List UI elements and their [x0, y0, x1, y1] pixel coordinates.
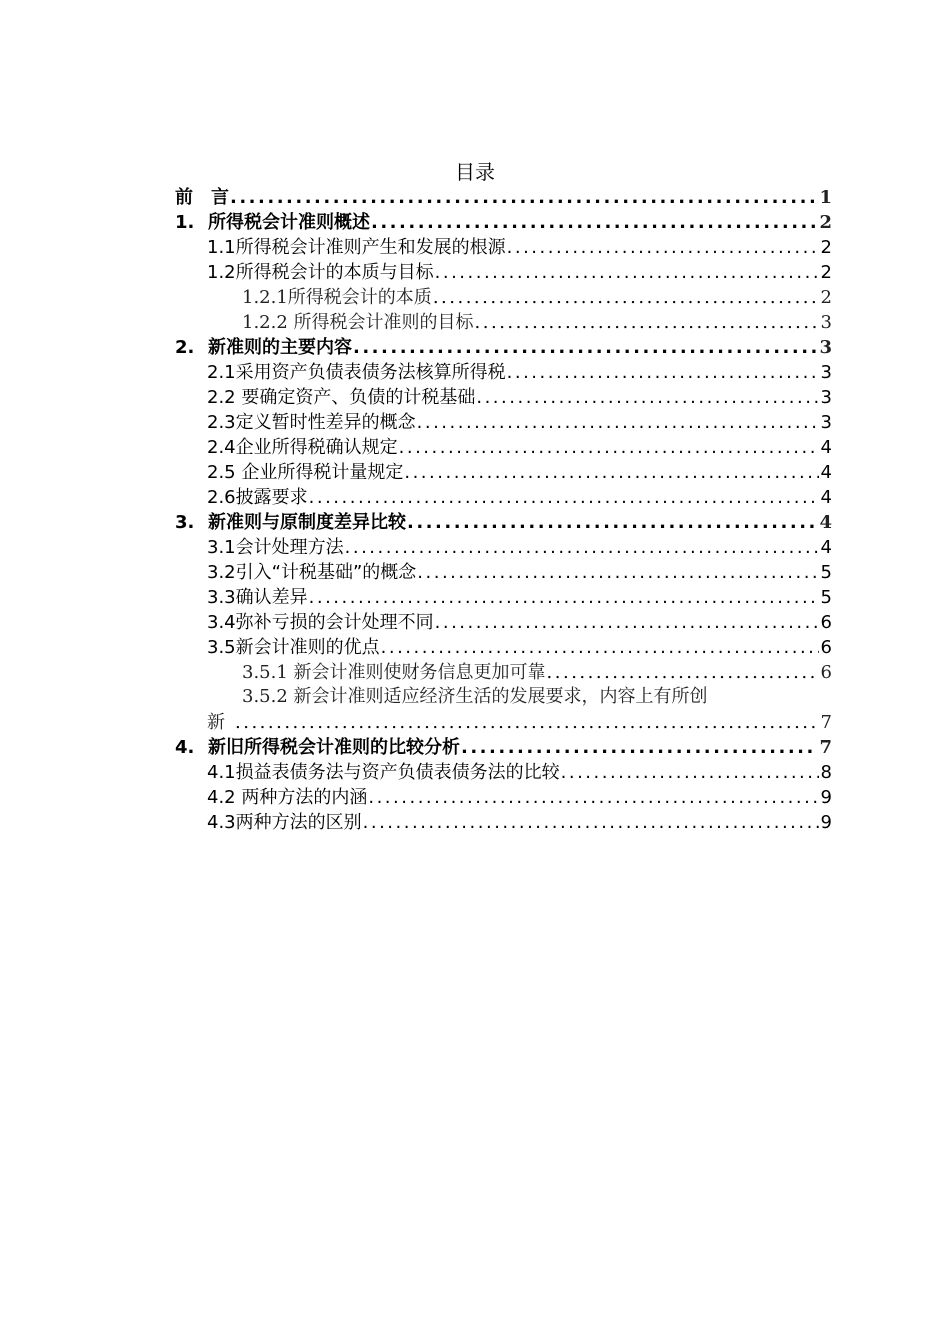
dot-leader [474, 311, 819, 335]
dot-leader [434, 611, 819, 635]
dot-leader [308, 486, 819, 510]
dot-leader [406, 511, 817, 535]
toc-page-number: 4 [819, 512, 832, 533]
toc-entry-chapter-2[interactable] [175, 335, 832, 360]
toc-entry-3-5-2-line2[interactable] [207, 710, 832, 735]
toc-page-number: 3 [820, 387, 832, 408]
toc-page-number: 4 [820, 437, 832, 458]
toc-entry-3-5-1[interactable] [242, 660, 832, 685]
toc-entry-label: 4.3两种方法的区别 [207, 812, 362, 833]
toc-entry-4-1[interactable] [207, 760, 832, 785]
toc-page-number: 7 [819, 737, 832, 758]
dot-leader [506, 361, 819, 385]
toc-entry-2-3[interactable] [207, 410, 832, 435]
toc-entry-1-2-1[interactable] [242, 285, 832, 310]
chapter-number: 4. [175, 737, 195, 758]
toc-entry-label: 1.1所得税会计准则产生和发展的根源 [207, 237, 506, 258]
toc-entry-label: 2.6披露要求 [207, 487, 308, 508]
toc-entry-label: 1.2.2 所得税会计准则的目标 [242, 312, 474, 333]
dot-leader [229, 186, 817, 210]
toc-entry-label: 1.2所得税会计的本质与目标 [207, 262, 434, 283]
dot-leader [416, 411, 819, 435]
toc-entry-2-6[interactable] [207, 485, 832, 510]
toc-entry-label: 3.1会计处理方法 [207, 537, 344, 558]
toc-page-number: 2 [820, 287, 832, 308]
toc-page-number: 2 [820, 237, 832, 258]
toc-entry-2-4[interactable] [207, 435, 832, 460]
toc-entry-4-2[interactable] [207, 785, 832, 810]
toc-page-number: 6 [820, 662, 832, 683]
toc-entry-label: 2.4企业所得税确认规定 [207, 437, 398, 458]
toc-entry-label: 前 言 [175, 187, 229, 208]
toc-entry-label: 2.3定义暂时性差异的概念 [207, 412, 416, 433]
toc-entry-3-1[interactable] [207, 535, 832, 560]
toc-entry-label: 新准则与原制度差异比较 [208, 512, 406, 533]
toc-entry-1-2-2[interactable] [242, 310, 832, 335]
toc-page-number: 3 [820, 312, 832, 333]
toc-entry-label: 3.4弥补亏损的会计处理不同 [207, 612, 434, 633]
toc-entry-3-2[interactable] [207, 560, 832, 585]
toc-page-number: 6 [820, 612, 832, 633]
toc-entry-2-1[interactable] [207, 360, 832, 385]
chapter-number: 3. [175, 512, 195, 533]
toc-entry-label: 3.5新会计准则的优点 [207, 637, 380, 658]
dot-leader [370, 211, 817, 235]
toc-entry-label: 3.2引入“计税基础”的概念 [207, 562, 417, 583]
toc-page-number: 3 [820, 362, 832, 383]
dot-leader [416, 561, 818, 585]
dot-leader [432, 286, 819, 310]
toc-entry-preface[interactable] [175, 185, 832, 210]
dot-leader [352, 336, 817, 360]
toc-entry-label: 新 [207, 712, 225, 733]
toc-page-number: 7 [820, 712, 832, 733]
toc-entry-label: 新准则的主要内容 [208, 337, 352, 358]
toc-entry-2-2[interactable] [207, 385, 832, 410]
toc-page-number: 3 [819, 337, 832, 358]
dot-leader [475, 386, 818, 410]
toc-page-number: 4 [820, 537, 832, 558]
toc-entry-3-5-2-line1[interactable]: 3.5.2 新会计准则适应经济生活的发展要求，内容上有所创 [242, 686, 708, 707]
toc-page-number: 4 [820, 487, 832, 508]
dot-leader [403, 461, 818, 485]
toc-page-number: 1 [819, 187, 832, 208]
toc-page-number: 3 [820, 412, 832, 433]
chapter-number: 1. [175, 212, 195, 233]
toc-entry-3-3[interactable] [207, 585, 832, 610]
toc-entry-label: 新旧所得税会计准则的比较分析 [208, 737, 460, 758]
dot-leader [380, 636, 819, 660]
toc-page-number: 2 [819, 212, 832, 233]
toc-entry-3-5[interactable] [207, 635, 832, 660]
toc-page-number: 9 [820, 787, 832, 808]
toc-entry-4-3[interactable] [207, 810, 832, 835]
dot-leader [434, 261, 819, 285]
toc-entry-label: 2.2 要确定资产、负债的计税基础 [207, 387, 476, 408]
dot-leader [367, 786, 818, 810]
toc-entry-label: 4.2 两种方法的内涵 [207, 787, 368, 808]
toc-page-number: 6 [820, 637, 832, 658]
toc-entry-label: 1.2.1所得税会计的本质 [242, 287, 432, 308]
toc-entry-label: 2.1采用资产负债表债务法核算所得税 [207, 362, 506, 383]
dot-leader [344, 536, 819, 560]
toc-entry-2-5[interactable] [207, 460, 832, 485]
dot-leader [225, 711, 819, 735]
dot-leader [398, 436, 819, 460]
toc-entry-label: 所得税会计准则概述 [208, 212, 370, 233]
toc-entry-1-1[interactable] [207, 235, 832, 260]
toc-page-number: 4 [820, 462, 832, 483]
toc-entry-chapter-1[interactable] [175, 210, 832, 235]
toc-entry-chapter-3[interactable] [175, 510, 832, 535]
toc-entry-label: 3.5.1 新会计准则使财务信息更加可靠 [242, 662, 546, 683]
toc-entry-label: 2.5 企业所得税计量规定 [207, 462, 404, 483]
toc-page-number: 9 [820, 812, 832, 833]
toc-entry-1-2[interactable] [207, 260, 832, 285]
toc-title: 目录 [455, 160, 495, 184]
dot-leader [308, 586, 819, 610]
toc-entry-3-4[interactable] [207, 610, 832, 635]
dot-leader [460, 736, 817, 760]
chapter-number: 2. [175, 337, 195, 358]
toc-page-number: 8 [820, 762, 832, 783]
dot-leader [362, 811, 819, 835]
toc-page-number: 2 [820, 262, 832, 283]
dot-leader [506, 236, 819, 260]
dot-leader [560, 761, 819, 785]
toc-page-number: 5 [820, 562, 832, 583]
toc-page-number: 5 [820, 587, 832, 608]
dot-leader [546, 661, 819, 685]
toc-entry-label: 3.3确认差异 [207, 587, 308, 608]
toc-entry-chapter-4[interactable] [175, 735, 832, 760]
toc-entry-label: 4.1损益表债务法与资产负债表债务法的比较 [207, 762, 560, 783]
